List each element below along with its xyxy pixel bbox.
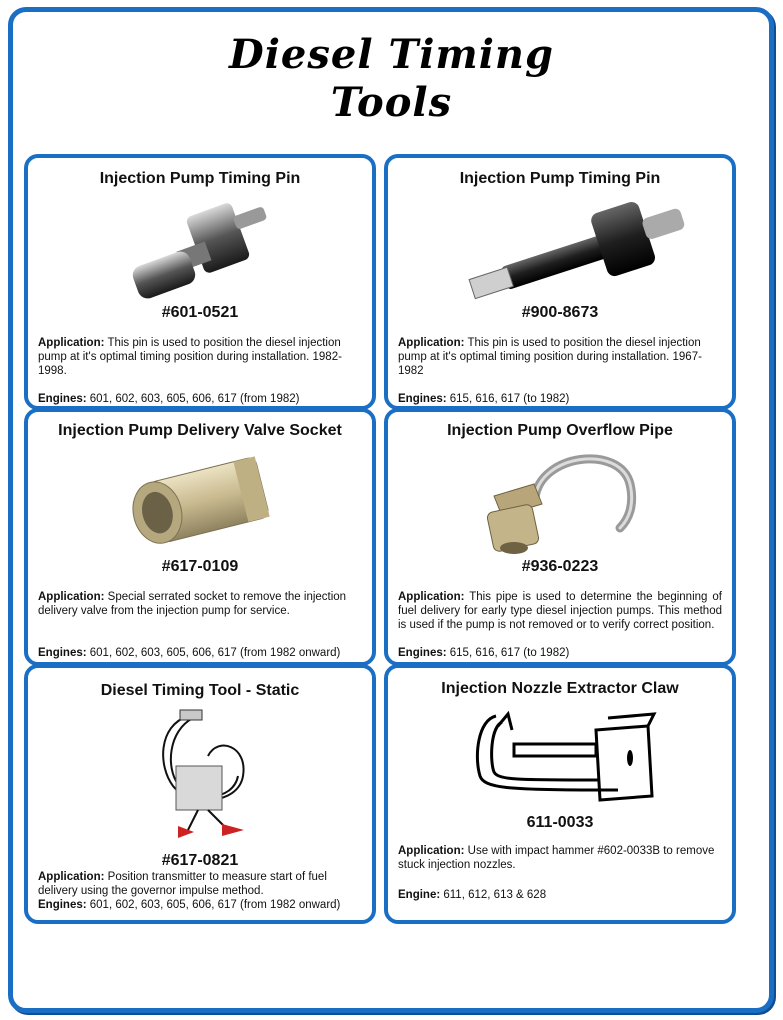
card-heading: Injection Pump Timing Pin <box>99 170 301 187</box>
product-card-936-0223 <box>384 408 736 666</box>
product-card-617-0109 <box>24 408 376 666</box>
card-heading: Injection Pump Delivery Valve Socket <box>58 422 342 439</box>
application-text: Application: This pipe is used to determine the beginning of fuel delivery for early type diesel injection pumps. This method is used if the pump is not removed or to verify correct position. <box>398 591 722 631</box>
timing-pin-image <box>460 192 700 310</box>
application-text: Application: Position transmitter to measure start of fuel delivery using the governor impulse method. <box>38 871 327 897</box>
product-card-900-8673 <box>384 154 736 410</box>
application-text: Application: This pin is used to position the diesel injection pump at it's optimal timing position during installation. 1982-1998. <box>38 337 342 377</box>
card-heading: Diesel Timing Tool - Static <box>100 682 300 699</box>
engines-text: Engines: 615, 616, 617 (to 1982) <box>398 393 570 405</box>
static-timing-tool-image <box>148 706 258 844</box>
engines-text: Engines: 601, 602, 603, 605, 606, 617 (from 1982 onward) <box>38 647 341 659</box>
product-card-617-0821 <box>24 664 376 924</box>
product-card-601-0521 <box>24 154 376 410</box>
part-number: #617-0821 <box>161 852 239 869</box>
part-number: #601-0521 <box>161 304 239 321</box>
card-heading: Injection Pump Timing Pin <box>459 170 661 187</box>
engines-text: Engines: 615, 616, 617 (to 1982) <box>398 647 570 659</box>
application-text: Application: Use with impact hammer #602-0033B to remove stuck injection nozzles. <box>398 845 715 871</box>
part-number: #900-8673 <box>521 304 599 321</box>
card-heading: Injection Nozzle Extractor Claw <box>441 680 679 697</box>
page-title-line2: Tools <box>330 79 453 126</box>
application-text: Application: This pin is used to position the diesel injection pump at it's optimal timing position during installation. 1967-1982 <box>398 337 702 377</box>
engines-text: Engines: 601, 602, 603, 605, 606, 617 (from 1982) <box>38 393 300 405</box>
extractor-claw-image <box>468 706 668 806</box>
page-title: Diesel Timing <box>229 31 554 78</box>
product-card-611-0033 <box>384 664 736 924</box>
part-number: 611-0033 <box>526 814 594 831</box>
overflow-pipe-image <box>480 444 650 560</box>
card-heading: Injection Pump Overflow Pipe <box>447 422 673 439</box>
valve-socket-image <box>124 448 284 554</box>
application-text: Application: Special serrated socket to remove the injection delivery valve from the injection pump for service. <box>38 591 347 617</box>
part-number: #936-0223 <box>521 558 599 575</box>
engines-text: Engine: 611, 612, 613 & 628 <box>398 889 547 901</box>
timing-pin-image <box>124 196 284 306</box>
part-number: #617-0109 <box>161 558 239 575</box>
engines-text: Engines: 601, 602, 603, 605, 606, 617 (from 1982 onward) <box>38 899 341 911</box>
